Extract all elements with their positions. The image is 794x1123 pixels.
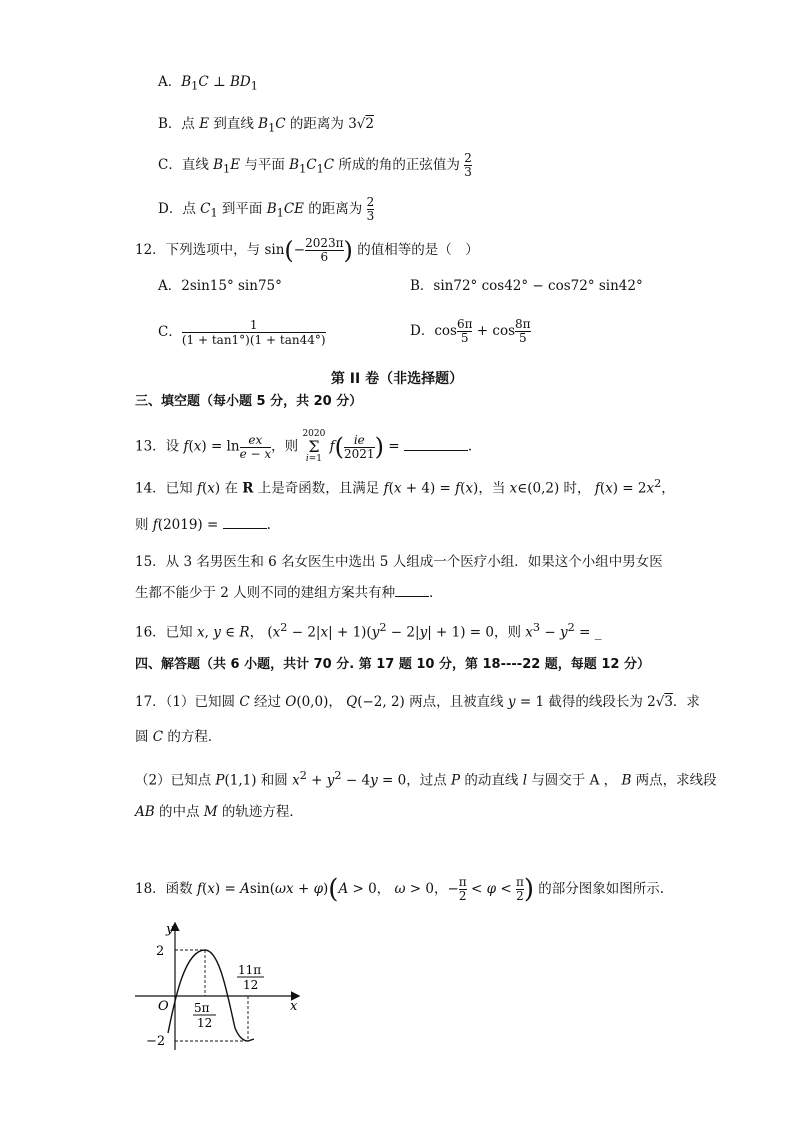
x-tick1-numerator: 5π bbox=[194, 1001, 210, 1015]
q12-stem: 12．下列选项中，与 sin(− $\frac{2023\pi}{6}$ ) 的值相等的是（ ） bbox=[135, 236, 479, 265]
q17-part2-line2: AB 的中点 M 的轨迹方程． bbox=[135, 804, 303, 820]
y-axis-label: y bbox=[166, 922, 174, 937]
q11-option-d: D．点 $C_1$ 到平面 $B_1CE$ 的距离为 $\frac{2}{3}$ bbox=[158, 195, 375, 223]
q14-line1: 14．已知 f(x) 在 R 上是奇函数，且满足 f(x + 4) = f(x)，当 x∈(0,2) 时， $f(x) = 2x^2$， bbox=[135, 477, 675, 497]
x-axis-label: x bbox=[290, 999, 298, 1014]
q13: 13．设 f(x) = ln $\frac{ex}{e - x}$ ，则 2020 Σ i=1 f( $\frac{ie}{2021}$ ) = . bbox=[135, 429, 473, 464]
q15-line2: 生都不能少于 2 人则不同的建组方案共有种 ． bbox=[135, 582, 443, 603]
q17-part2-line1: （2）已知点 P(1,1) 和圆 $x^2 + y^2 - 4y = 0$，过点 P 的动直线 l 与圆交于 A ， B 两点，求线段 bbox=[135, 769, 717, 789]
part2-title: 第 II 卷（非选择题） bbox=[330, 371, 464, 387]
y-min-label: −2 bbox=[146, 1034, 166, 1049]
q12-option-b: B．sin72° cos42° − cos72° sin42° bbox=[410, 278, 643, 294]
x-tick1-denominator: 12 bbox=[197, 1016, 213, 1030]
origin-label: O bbox=[158, 999, 169, 1014]
y-max-label: 2 bbox=[156, 944, 165, 959]
q14-line2: 则 f(2019) = . bbox=[135, 514, 271, 535]
q12-option-d: D．cos $\frac{6\pi}{5}$ + cos $\frac{8\pi}{5}$ bbox=[410, 317, 531, 345]
section4-heading: 四、解答题（共 6 小题，共计 70 分. 第 17 题 10 分，第 18----22 题，每题 12 分） bbox=[135, 657, 650, 672]
q11-option-c: C．直线 $B_1E$ 与平面 $B_1C_1C$ 所成的角的正弦值为 $\frac{2}{3}$ bbox=[158, 151, 472, 179]
q16: 16．已知 x, y ∈ R， $(x^2 - 2|x| + 1)(y^2 - 2|y| + 1) = 0$，则 $x^3 - y^2$ = _ bbox=[135, 621, 602, 641]
q18-graph bbox=[130, 918, 310, 1058]
q11-option-b: B．点 E 到直线 $B_1C$ 的距离为 3√2 bbox=[158, 116, 374, 135]
q15-line1: 15．从 3 名男医生和 6 名女医生中选出 5 人组成一个医疗小组．如果这个小组中男女医 bbox=[135, 554, 663, 570]
q18: 18．函数 f(x) = Asin(ωx + φ)(A > 0， ω > 0，− $\frac{\pi}{2}$ < φ < $\frac{\pi}{2}$ ) 的部分图象如图所示. bbox=[135, 874, 665, 905]
q11-option-a: A．$B_1C$ ⊥ $BD_1$ bbox=[158, 74, 258, 93]
x-tick2-denominator: 12 bbox=[243, 978, 259, 992]
q12-option-c: C． $\frac{1}{(1 + \tan 1^\circ)(1 + \tan 44^\circ)}$ bbox=[158, 318, 326, 347]
q17-part1-line2: 圆 C 的方程． bbox=[135, 729, 222, 745]
section3-heading: 三、填空题（每小题 5 分，共 20 分） bbox=[135, 394, 363, 409]
q17-part1-line1: 17．（1）已知圆 C 经过 O(0,0)， Q(−2, 2) 两点，且被直线 y = 1 截得的线段长为 2√3．求 bbox=[135, 694, 700, 710]
q12-option-a: A．2sin15° sin75° bbox=[158, 278, 282, 294]
x-tick2-numerator: 11π bbox=[238, 963, 262, 977]
